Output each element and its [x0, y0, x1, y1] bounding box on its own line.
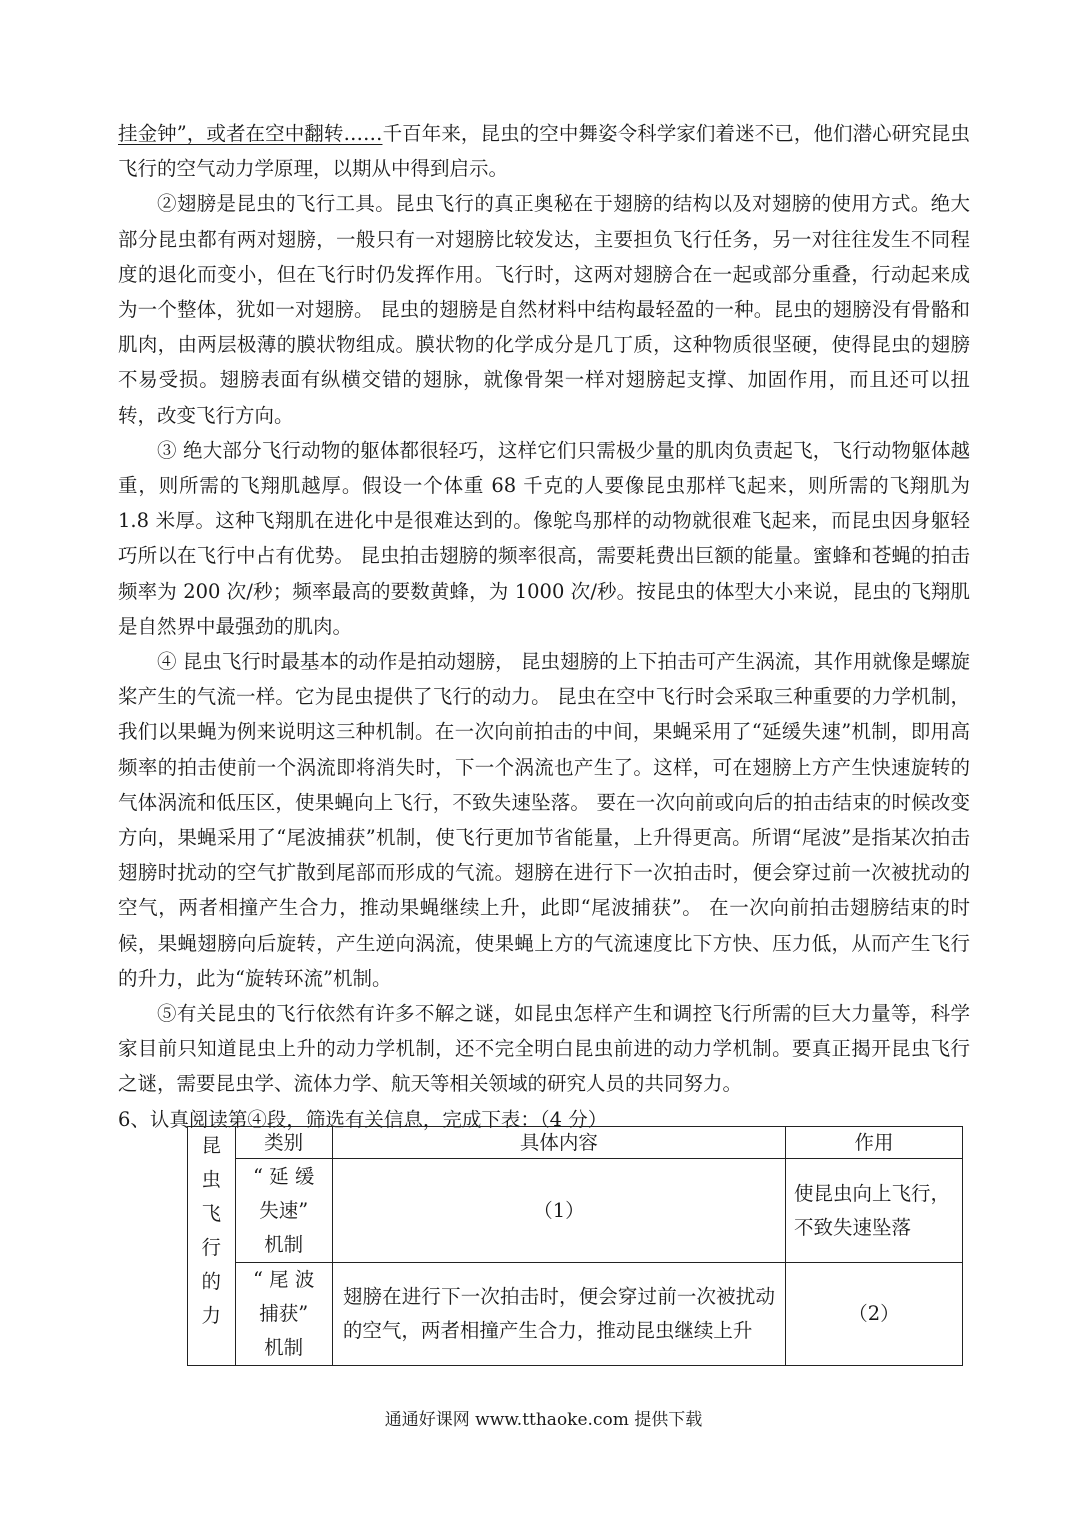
side-label-cell [188, 1127, 236, 1366]
category-line: 捕获” [259, 1302, 309, 1325]
table-row [188, 1263, 963, 1366]
category-cell [235, 1159, 332, 1263]
paragraph-4: ④ 昆虫飞行时最基本的动作是拍动翅膀， 昆虫翅膀的上下拍击可产生涡流，其作用就像是螺旋桨产生的气流一样。它为昆虫提供了飞行的动力。 昆虫在空中飞行时会采取三种重要的力学机制，我们以果蝇为例来说明这三种机制。在一次向前拍击的中间，果蝇采用了“延缓失速”机制，即用高频率的拍击使前一个涡流即将消失时，下一个涡流也产生了。这样，可在翅膀上方产生快速旋转的气体涡流和低压区，使果蝇向上飞行，不致失速坠落。 要在一次向前或向后的拍击结束的时候改变方向，果蝇采用了“尾波捕获”机制，使飞行更加节省能量，上升得更高。所谓“尾波”是指某次拍击翅膀时扰动的空气扩散到尾部而形成的气流。翅膀在进行下一次拍击时，便会穿过前一次被扰动的空气，两者相撞产生合力，推动果蝇继续上升，此即“尾波捕获”。 在一次向前拍击翅膀结束的时候，果蝇翅膀向后旋转，产生逆向涡流，使果蝇上方的气流速度比下方快、压力低，从而产生飞行的升力，此为“旋转环流”机制。 [118, 650, 970, 990]
page-footer: 通通好课网 www.tthaoke.com 提供下载 [384, 1410, 703, 1430]
underlined-phrase: 挂金钟”，或者在空中翻转…… [118, 122, 383, 145]
answer-blank-2[interactable]: （2） [785, 1263, 962, 1366]
paragraph-2: ②翅膀是昆虫的飞行工具。昆虫飞行的真正奥秘在于翅膀的结构以及对翅膀的使用方式。绝大部分昆虫都有两对翅膀，一般只有一对翅膀比较发达，主要担负飞行任务，另一对往往发生不同程度的退化而变小，但在飞行时仍发挥作用。飞行时，这两对翅膀合在一起或部分重叠，行动起来成为一个整体，犹如一对翅膀。 昆虫的翅膀是自然材料中结构最轻盈的一种。昆虫的翅膀没有骨骼和肌肉，由两层极薄的膜状物组成。膜状物的化学成分是几丁质，这种物质很坚硬，使得昆虫的翅膀不易受损。翅膀表面有纵横交错的翅脉，就像骨架一样对翅膀起支撑、加固作用，而且还可以扭转，改变飞行方向。 [118, 192, 970, 427]
side-label-char: 虫 [201, 1168, 222, 1191]
side-label-char: 的 [201, 1270, 222, 1293]
category-line: “ 尾 波 [252, 1268, 315, 1291]
category-cell [235, 1263, 332, 1366]
table-header-row [188, 1127, 963, 1159]
category-line: 失速” [259, 1198, 309, 1222]
answer-blank-1[interactable]: （1） [332, 1159, 785, 1263]
paragraph-5: ⑤有关昆虫的飞行依然有许多不解之谜，如昆虫怎样产生和调控飞行所需的巨大力量等，科学家目前只知道昆虫上升的动力学机制，还不完全明白昆虫前进的动力学机制。要真正揭开昆虫飞行之谜，需要昆虫学、流体力学、航天等相关领域的研究人员的共同努力。 [118, 1002, 970, 1096]
passage-text [118, 116, 970, 1137]
paragraph-1-ending [118, 116, 970, 186]
table-row [188, 1159, 963, 1263]
side-label-char: 力 [201, 1304, 222, 1327]
paragraph-3: ③ 绝大部分飞行动物的躯体都很轻巧，这样它们只需极少量的肌肉负责起飞，飞行动物躯体越重，则所需的飞翔肌越厚。假设一个体重 68 千克的人要像昆虫那样飞起来，则所需的飞翔肌为 1.8 米厚。这种飞翔肌在进化中是很难达到的。像鸵鸟那样的动物就很难飞起来，而昆虫因身躯轻巧所以在飞行中占有优势。 昆虫拍击翅膀的频率很高，需要耗费出巨额的能量。蜜蜂和苍蝇的拍击频率为 200 次/秒；频率最高的要数黄蜂，为 1000 次/秒。按昆虫的体型大小来说，昆虫的飞翔肌是自然界中最强劲的肌肉。 [118, 438, 970, 638]
side-label-char: 行 [201, 1236, 222, 1259]
header-category: 类别 [235, 1127, 332, 1159]
side-label-char: 飞 [201, 1202, 222, 1225]
category-line: 机制 [264, 1336, 304, 1359]
category-line: 机制 [264, 1232, 304, 1256]
answer-table [187, 1126, 963, 1366]
content-cell: 翅膀在进行下一次拍击时，便会穿过前一次被扰动的空气，两者相撞产生合力，推动昆虫继续上升 [332, 1263, 785, 1366]
paragraph-1-rest: 千百年来，昆虫的空中舞姿令科学家们着迷不已，他们潜心研究昆虫飞行的空气动力学原理，以期从中得到启示。 [118, 122, 970, 181]
header-effect: 作用 [785, 1127, 962, 1159]
effect-cell: 使昆虫向上飞行，不致失速坠落 [785, 1159, 962, 1263]
header-content: 具体内容 [332, 1127, 785, 1159]
category-line: “ 延 缓 [252, 1164, 315, 1188]
question-6: 6、认真阅读第④段，筛选有关信息，完成下表：（4 分） [118, 1107, 608, 1131]
side-label-char: 昆 [201, 1134, 222, 1157]
